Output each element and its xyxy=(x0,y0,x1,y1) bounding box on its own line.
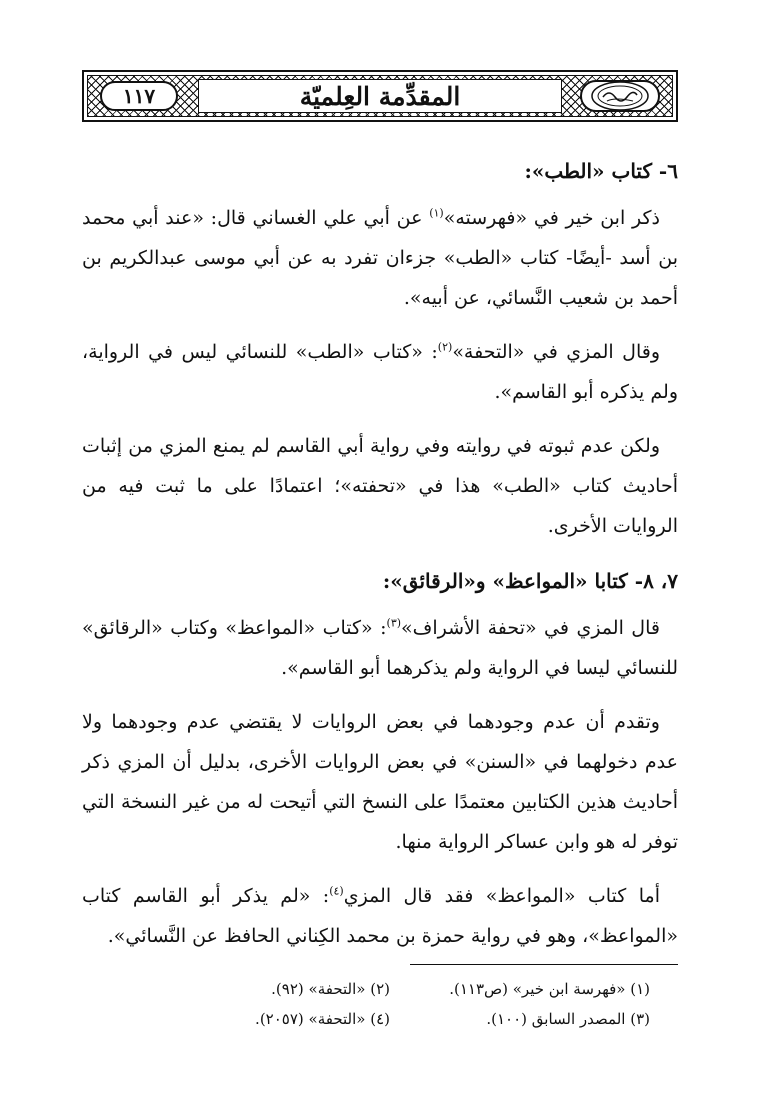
page-number-plate xyxy=(100,81,178,111)
footnote-ref-4: (٤) xyxy=(329,884,344,898)
paragraph: أما كتاب «المواعظ» فقد قال المزي$^{(٤)}$: «لم يذكر أبو القاسم كتاب «المواعظ»، وهو في رواية حمزة بن محمد الكِناني الحافظ عن النَّسائي». xyxy=(82,884,678,947)
running-title: المقدِّمة العِلميّة xyxy=(299,81,461,111)
footnote-4: (٤) «التحفة» (٢٠٥٧). xyxy=(255,1010,390,1028)
footnote-1: (١) «فهرسة ابن خير» (ص١١٣). xyxy=(449,980,650,998)
page-header-banner xyxy=(82,70,678,122)
paragraph: قال المزي في «تحفة الأشراف»$^{(٣)}$: «كتاب «المواعظ» وكتاب «الرقائق» للنسائي ليسا في الرواية ولم يذكرهما أبو القاسم». xyxy=(82,616,678,679)
publisher-seal-logo xyxy=(580,80,660,112)
footnote-3: (٣) المصدر السابق (١٠٠). xyxy=(486,1010,650,1028)
footnote-ref-1: (١) xyxy=(429,206,444,220)
main-text xyxy=(82,150,678,970)
title-plate xyxy=(198,79,562,113)
paragraph: وقال المزي في «التحفة»$^{(٢)}$: «كتاب «الطب» للنسائي ليس في الرواية، ولم يذكره أبو القاسم». xyxy=(82,340,678,403)
header-ornament xyxy=(87,75,673,117)
footnote-2: (٢) «التحفة» (٩٢). xyxy=(271,980,390,998)
footnote-ref-3: (٣) xyxy=(386,616,402,630)
footnote-ref-2: (٢) xyxy=(437,340,453,354)
footnotes xyxy=(150,974,650,1034)
paragraph: ذكر ابن خير في «فهرسته»$^{(١)}$ عن أبي علي الغساني قال: «عند أبي محمد بن أسد -أيضًا- كتاب «الطب» جزءان تفرد به عن أبي موسى عبدالكريم بن أحمد بن شعيب النَّسائي، عن أبيه». xyxy=(82,206,678,309)
paragraph: ولكن عدم ثبوته في روايته وفي رواية أبي القاسم لم يمنع المزي من إثبات أحاديث كتاب «الطب» هذا في «تحفته»؛ اعتمادًا على ما ثبت فيه من الروايات الأخرى. xyxy=(82,435,678,537)
page-number: ١١٧ xyxy=(122,84,156,108)
seal-ornament-icon xyxy=(589,79,651,113)
section-heading-medicine: ٦- كتاب «الطب»: xyxy=(524,159,678,183)
footnote-divider xyxy=(410,964,678,965)
paragraph: وتقدم أن عدم وجودهما في بعض الروايات لا يقتضي عدم وجودهما ولا عدم دخولهما في «السنن» في بعض الروايات الأخرى، بدليل أن المزي ذكر أحاديث هذين الكتابين معتمدًا على النسخ التي أتيحت له من غير النسخة التي توفر له هو وابن عساكر الرواية منها. xyxy=(82,711,678,853)
section-heading-sermons: ٧، ٨- كتابا «المواعظ» و«الرقائق»: xyxy=(382,569,678,593)
